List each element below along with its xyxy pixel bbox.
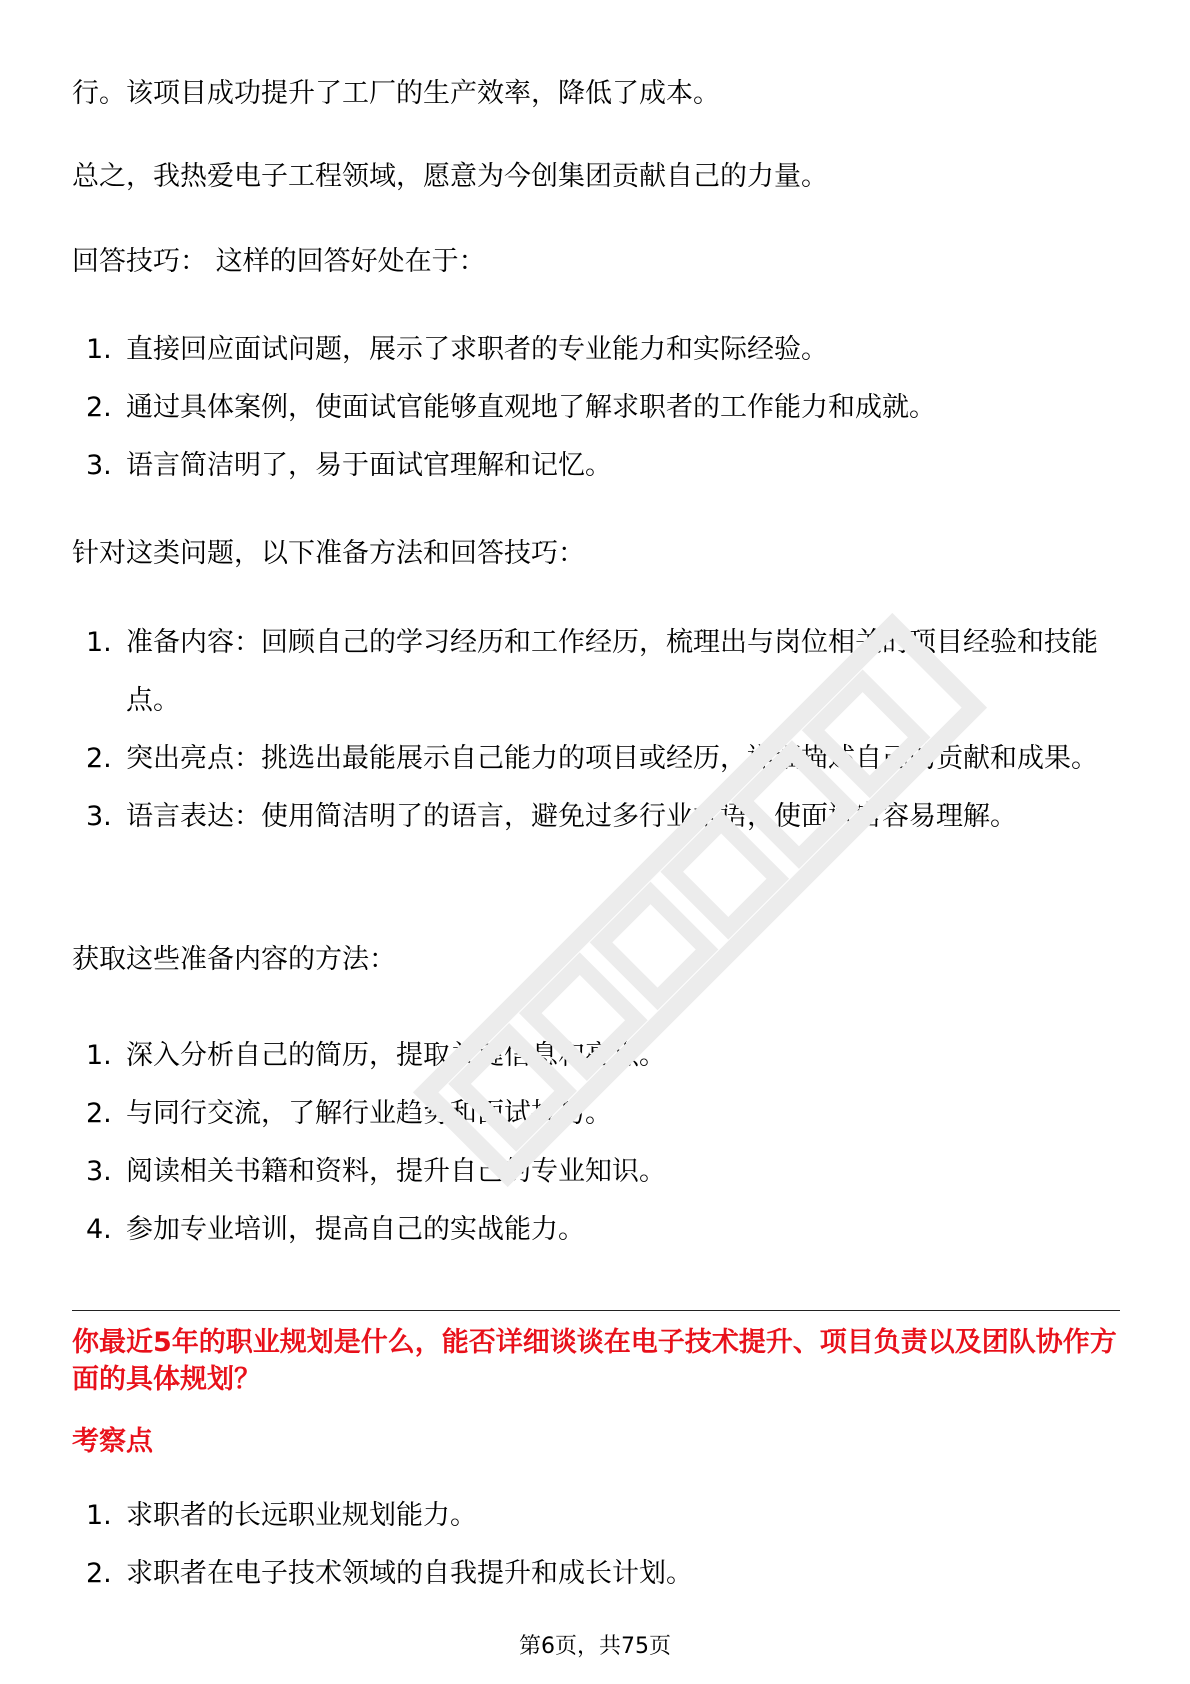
acquire-methods-list xyxy=(72,1027,1120,1259)
list-number: 2. xyxy=(86,743,112,774)
list-item-text: 阅读相关书籍和资料，提升自己的专业知识。 xyxy=(126,1156,666,1187)
list-number: 1. xyxy=(86,1500,112,1531)
assessment-points-heading: 考察点 xyxy=(72,1426,153,1457)
list-number: 2. xyxy=(86,392,112,423)
list-item xyxy=(72,1143,1120,1201)
list-item-text: 求职者的长远职业规划能力。 xyxy=(126,1500,477,1531)
section-divider xyxy=(72,1310,1120,1311)
list-number: 3. xyxy=(86,1156,112,1187)
list-number: 1. xyxy=(86,1040,112,1071)
list-number: 2. xyxy=(86,1098,112,1129)
list-item-text: 准备内容：回顾自己的学习经历和工作经历，梳理出与岗位相关的项目经验和技能点。 xyxy=(126,627,1098,716)
list-item xyxy=(72,1085,1120,1143)
paragraph-conclusion: 总之，我热爱电子工程领域，愿意为今创集团贡献自己的力量。 xyxy=(72,161,828,192)
list-number: 4. xyxy=(86,1214,112,1245)
list-item-text: 参加专业培训，提高自己的实战能力。 xyxy=(126,1214,585,1245)
list-item-text: 语言表达：使用简洁明了的语言，避免过多行业术语，使面试官容易理解。 xyxy=(126,801,1017,832)
list-item xyxy=(72,1027,1120,1085)
paragraph-answer-tips: 回答技巧： 这样的回答好处在于： xyxy=(72,246,486,277)
preparation-methods-list xyxy=(72,614,1120,846)
list-item-text: 突出亮点：挑选出最能展示自己能力的项目或经历，详细描述自己的贡献和成果。 xyxy=(126,743,1098,774)
list-item-text: 深入分析自己的简历，提取关键信息和亮点。 xyxy=(126,1040,666,1071)
list-item xyxy=(72,1487,1120,1545)
list-item xyxy=(72,1545,1120,1603)
list-item xyxy=(72,437,1120,495)
list-item xyxy=(72,379,1120,437)
paragraph-preparation-intro: 针对这类问题，以下准备方法和回答技巧： xyxy=(72,538,585,569)
list-number: 3. xyxy=(86,450,112,481)
list-item-text: 语言简洁明了，易于面试官理解和记忆。 xyxy=(126,450,612,481)
list-number: 3. xyxy=(86,801,112,832)
answer-benefits-list xyxy=(72,321,1120,495)
list-item xyxy=(72,788,1120,846)
list-item xyxy=(72,321,1120,379)
list-item xyxy=(72,730,1120,788)
list-number: 1. xyxy=(86,627,112,658)
list-item-text: 直接回应面试问题，展示了求职者的专业能力和实际经验。 xyxy=(126,334,828,365)
list-item xyxy=(72,1201,1120,1259)
list-number: 1. xyxy=(86,334,112,365)
paragraph-continuation: 行。该项目成功提升了工厂的生产效率，降低了成本。 xyxy=(72,78,720,109)
interview-question-heading: 你最近5年的职业规划是什么，能否详细谈谈在电子技术提升、项目负责以及团队协作方面的具体规划？ xyxy=(72,1327,1117,1395)
list-item-text: 求职者在电子技术领域的自我提升和成长计划。 xyxy=(126,1558,693,1589)
list-item xyxy=(72,614,1120,730)
list-item-text: 通过具体案例，使面试官能够直观地了解求职者的工作能力和成就。 xyxy=(126,392,936,423)
assessment-points-list xyxy=(72,1487,1120,1603)
list-item-text: 与同行交流，了解行业趋势和面试技巧。 xyxy=(126,1098,612,1129)
list-number: 2. xyxy=(86,1558,112,1589)
page-footer: 第6页，共75页 xyxy=(519,1634,671,1659)
paragraph-acquire-methods: 获取这些准备内容的方法： xyxy=(72,944,396,975)
